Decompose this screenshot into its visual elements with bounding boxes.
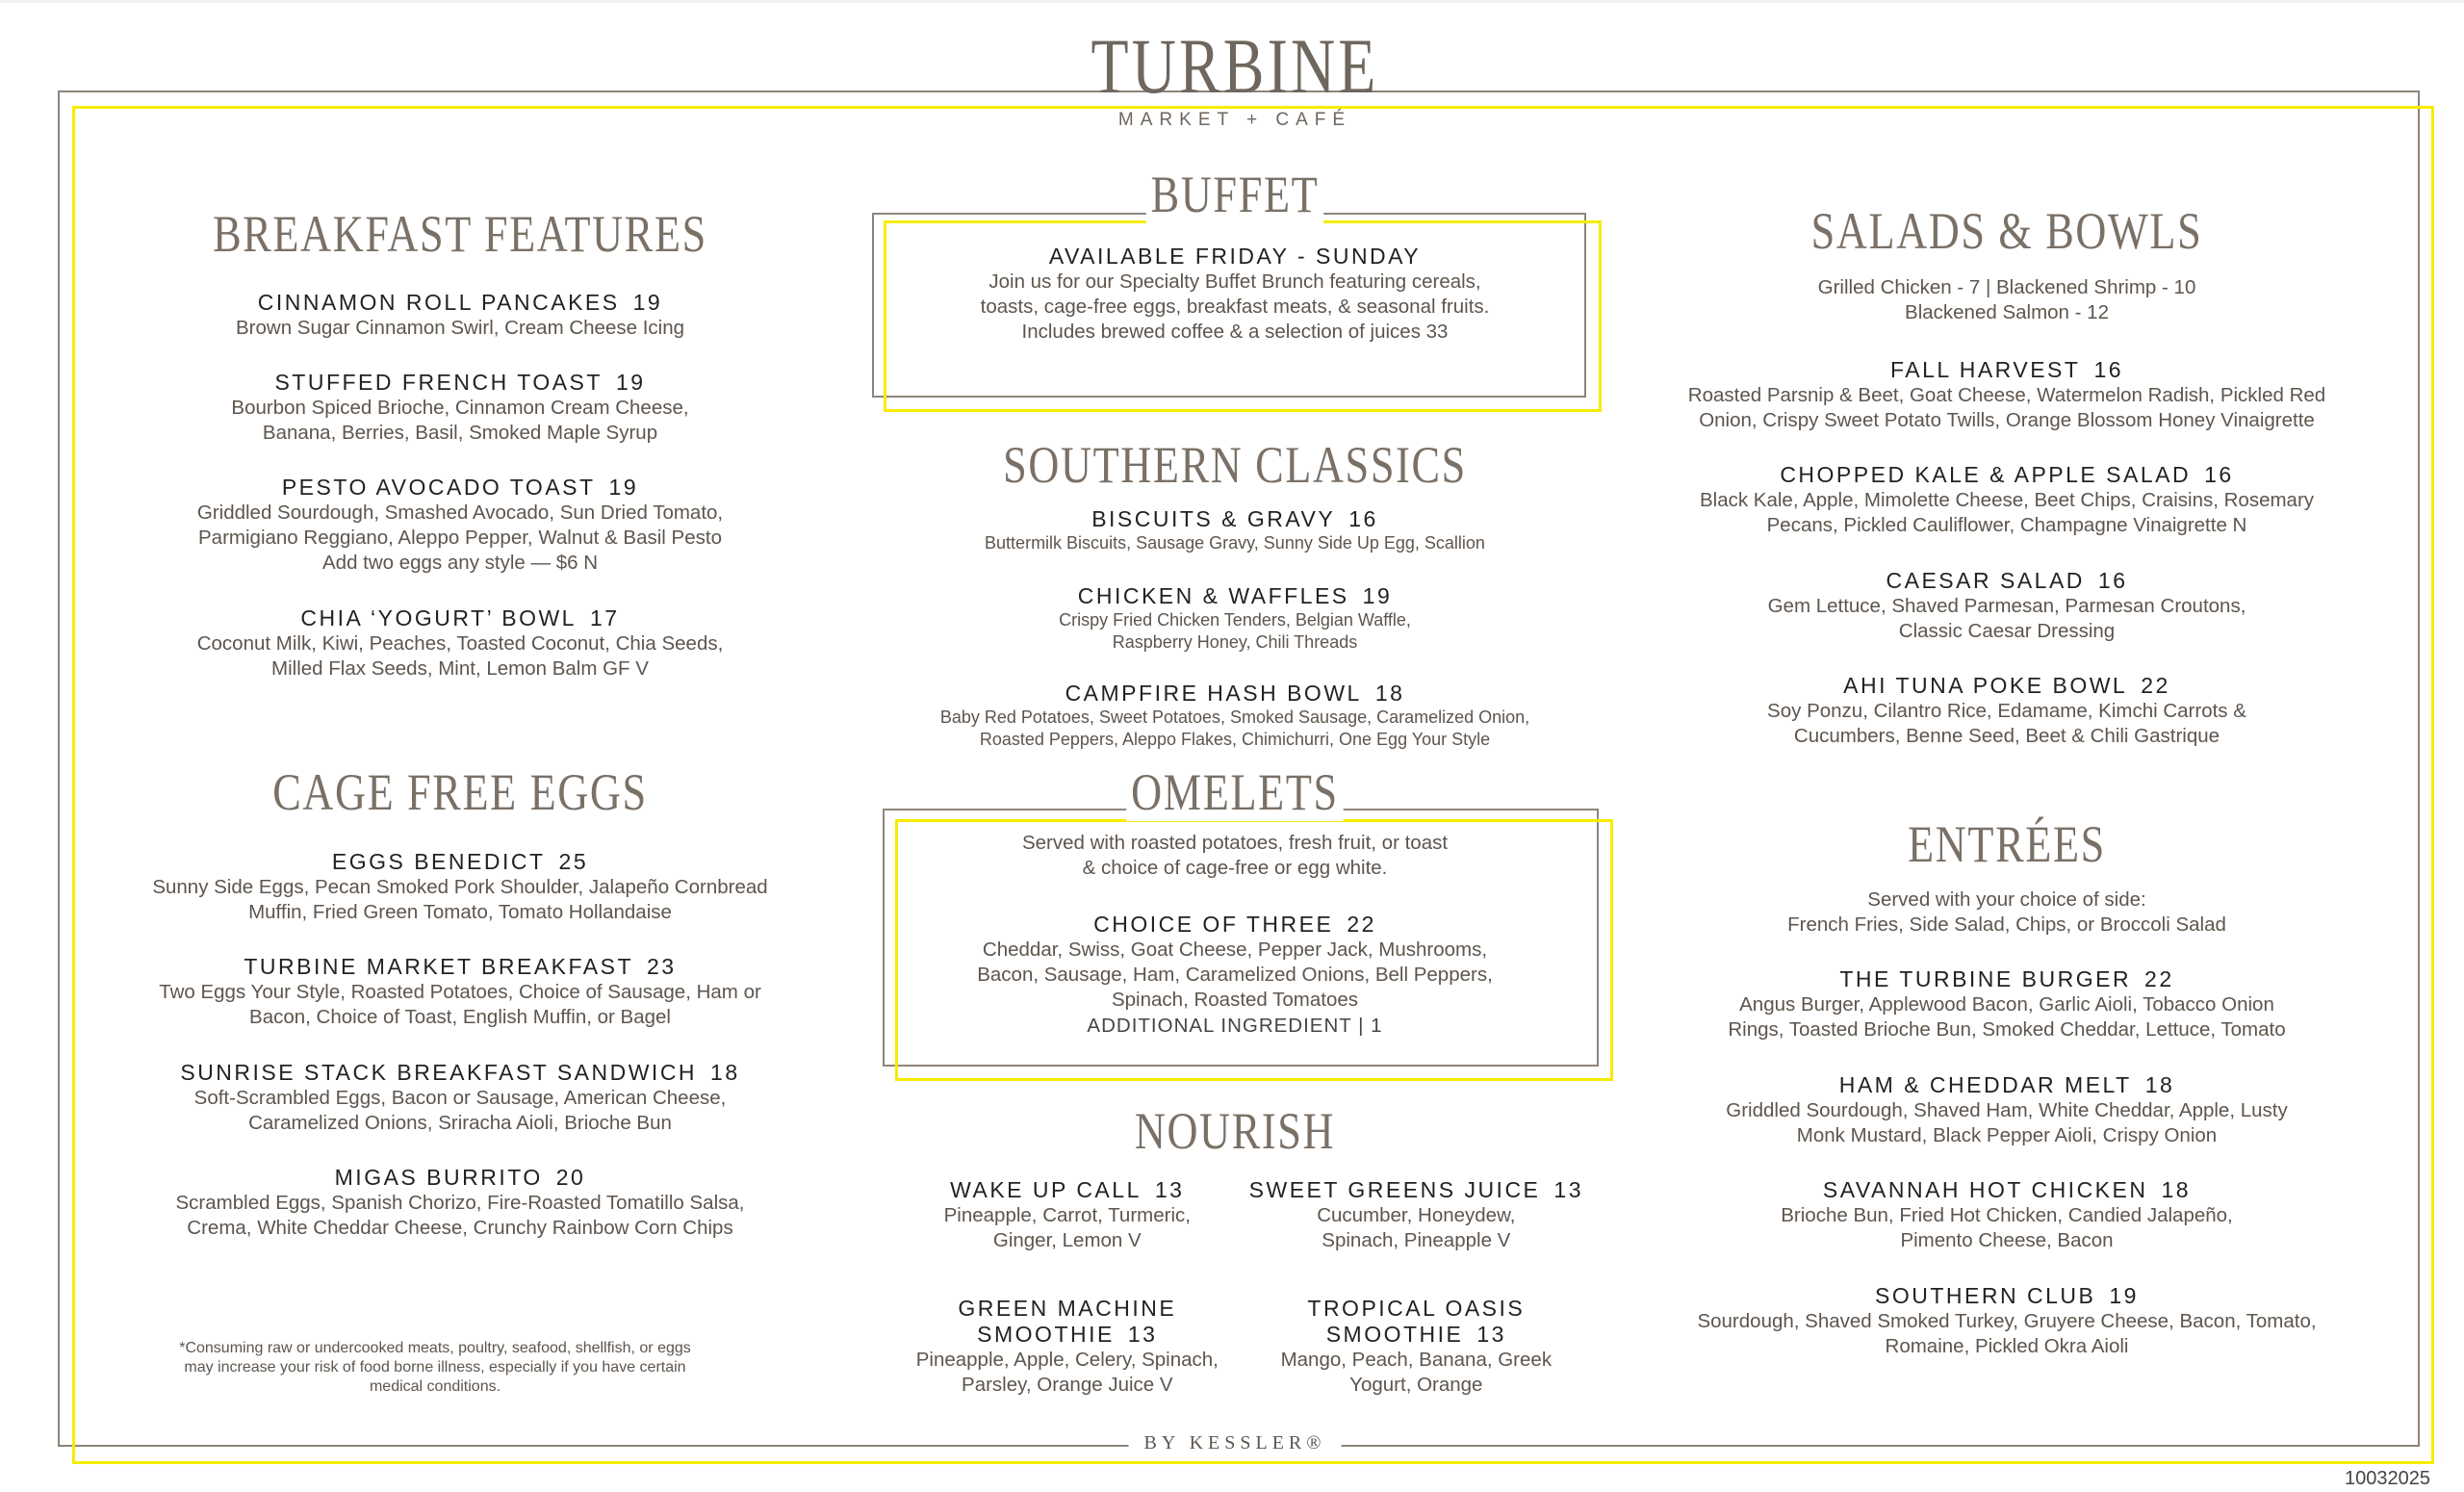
menu-item xyxy=(977,911,1493,1013)
item-title xyxy=(152,848,767,875)
item-name: CHOICE OF THREE xyxy=(1093,912,1334,938)
menu-item xyxy=(1728,965,2285,1042)
item-description: Bacon, Choice of Toast, English Muffin, or Bagel xyxy=(249,1006,671,1029)
item-description: Bacon, Sausage, Ham, Caramelized Onions, Bell Peppers, xyxy=(977,964,1493,987)
item-description: Blackened Salmon - 12 xyxy=(1905,301,2109,324)
item-description: Cucumbers, Benne Seed, Beet & Chili Gastrique xyxy=(1793,724,2220,747)
menu-item xyxy=(159,953,761,1030)
item-title xyxy=(1726,1071,2287,1098)
item-price: 18 xyxy=(2144,1071,2175,1097)
item-description: & choice of cage-free or egg white. xyxy=(1082,856,1388,879)
food-safety-footnote xyxy=(179,1339,691,1397)
item-description: Crema, White Cheddar Cheese, Crunchy Rainbow Corn Chips xyxy=(187,1217,733,1240)
item-description: Sourdough, Shaved Smoked Turkey, Gruyere Cheese, Bacon, Tomato, xyxy=(1697,1309,2317,1332)
menu-item xyxy=(981,243,1490,345)
item-name: HAM & CHEDDAR MELT xyxy=(1838,1071,2132,1097)
nourish-heading: NOURISH xyxy=(1130,1102,1340,1160)
item-name: SWEET GREENS JUICE xyxy=(1248,1177,1541,1203)
item-name: STUFFED FRENCH TOAST xyxy=(274,369,603,395)
item-title xyxy=(1688,356,2325,383)
item-description: Parsley, Orange Juice V xyxy=(962,1374,1173,1397)
menu-item xyxy=(958,1295,1176,1322)
menu-item xyxy=(1281,1321,1553,1398)
item-description: Served with your choice of side: xyxy=(1867,887,2146,911)
cage-free-eggs-heading: CAGE FREE EGGS xyxy=(268,763,652,821)
menu-item xyxy=(1700,461,2314,538)
item-price: 25 xyxy=(558,848,589,874)
item-description: Scrambled Eggs, Spanish Chorizo, Fire-Roasted Tomatillo Salsa, xyxy=(175,1192,745,1215)
item-title xyxy=(977,911,1493,938)
item-title xyxy=(180,1059,739,1086)
item-description: Romaine, Pickled Okra Aioli xyxy=(1885,1334,2129,1357)
menu-item xyxy=(1726,1071,2287,1148)
item-description: Pineapple, Apple, Celery, Spinach, xyxy=(915,1349,1219,1372)
item-name: CAMPFIRE HASH BOWL xyxy=(1065,681,1362,707)
menu-code: 10032025 xyxy=(2345,1468,2430,1489)
item-title xyxy=(231,369,688,396)
item-description: Pimento Cheese, Bacon xyxy=(1900,1229,2114,1252)
item-title xyxy=(985,505,1485,532)
item-price: 20 xyxy=(555,1165,586,1191)
salads-bowls-heading: SALADS & BOWLS xyxy=(1807,202,2208,260)
item-price: 19 xyxy=(608,475,639,501)
item-name: AHI TUNA POKE BOWL xyxy=(1843,672,2128,698)
item-title xyxy=(176,1164,745,1191)
item-description: Crispy Fried Chicken Tenders, Belgian Waffle, xyxy=(1059,609,1411,630)
item-description: Coconut Milk, Kiwi, Peaches, Toasted Coconut, Chia Seeds, xyxy=(196,631,724,655)
restaurant-title: TURBINE xyxy=(1091,22,1379,110)
item-title xyxy=(944,1176,1191,1203)
item-description: French Fries, Side Salad, Chips, or Broccoli Salad xyxy=(1787,913,2226,936)
item-title xyxy=(1781,1176,2233,1203)
item-name: CAESAR SALAD xyxy=(1886,567,2085,593)
item-name: SUNRISE STACK BREAKFAST SANDWICH xyxy=(180,1059,698,1085)
item-name: WAKE UP CALL xyxy=(950,1177,1142,1203)
item-description: Griddled Sourdough, Shaved Ham, White Cheddar, Apple, Lusty xyxy=(1726,1098,2288,1121)
item-description: Brioche Bun, Fried Hot Chicken, Candied Jalapeño, xyxy=(1781,1204,2233,1227)
menu-item xyxy=(197,605,724,682)
item-title xyxy=(1768,567,2246,594)
item-description: Soy Ponzu, Cilantro Rice, Edamame, Kimchi Carrots & xyxy=(1767,699,2246,722)
item-name: BISCUITS & GRAVY xyxy=(1091,505,1336,531)
item-title xyxy=(197,605,724,631)
item-price: 17 xyxy=(589,605,620,630)
item-description: Add two eggs any style — $6 N xyxy=(321,552,599,575)
item-name: CHIA ‘YOGURT’ BOWL xyxy=(300,605,577,630)
item-title xyxy=(958,1295,1176,1322)
menu-item xyxy=(1818,275,2196,325)
item-description: Monk Mustard, Black Pepper Aioli, Crispy Onion xyxy=(1796,1123,2218,1146)
item-title xyxy=(197,474,723,501)
item-price: 13 xyxy=(1553,1177,1583,1203)
item-name: AVAILABLE FRIDAY - SUNDAY xyxy=(1048,244,1422,270)
item-description: Banana, Berries, Basil, Smoked Maple Syrup xyxy=(262,421,658,444)
item-title xyxy=(1700,461,2314,488)
item-description: toasts, cage-free eggs, breakfast meats, & seasonal fruits. xyxy=(980,296,1490,319)
item-price: 23 xyxy=(647,954,677,980)
item-name: CHICKEN & WAFFLES xyxy=(1077,582,1349,608)
buffet-heading: BUFFET xyxy=(1146,166,1324,223)
menu-item xyxy=(231,369,688,446)
item-description: Cheddar, Swiss, Goat Cheese, Pepper Jack, Mushrooms, xyxy=(982,939,1488,962)
item-name: CINNAMON ROLL PANCAKES xyxy=(257,289,620,315)
menu-item xyxy=(176,1164,745,1241)
item-description: Muffin, Fried Green Tomato, Tomato Hollandaise xyxy=(248,900,672,923)
footnote-line: *Consuming raw or undercooked meats, poultry, seafood, shellfish, or eggs xyxy=(179,1340,691,1357)
top-edge xyxy=(0,0,2464,3)
item-description: Pineapple, Carrot, Turmeric, xyxy=(943,1204,1191,1227)
menu-item xyxy=(1307,1295,1525,1322)
item-price: 16 xyxy=(2093,356,2124,382)
menu-item xyxy=(180,1059,739,1136)
item-title xyxy=(236,289,684,316)
additional-ingredient: ADDITIONAL INGREDIENT | 1 xyxy=(1087,1015,1383,1038)
item-description: Caramelized Onions, Sriracha Aioli, Brioche Bun xyxy=(248,1111,672,1134)
item-name: TURBINE MARKET BREAKFAST xyxy=(244,954,634,980)
item-price: 22 xyxy=(1347,912,1376,938)
item-name: MIGAS BURRITO xyxy=(334,1165,543,1191)
item-price: 19 xyxy=(615,369,646,395)
item-price: 16 xyxy=(1348,505,1378,531)
item-description: Served with roasted potatoes, fresh fruit, or toast xyxy=(1021,831,1449,854)
item-description: Rings, Toasted Brioche Bun, Smoked Cheddar, Lettuce, Tomato xyxy=(1728,1018,2286,1042)
item-title xyxy=(916,1321,1219,1348)
item-description: Ginger, Lemon V xyxy=(992,1229,1142,1252)
item-name: GREEN MACHINE xyxy=(958,1295,1177,1321)
item-price: 18 xyxy=(710,1059,740,1085)
item-description: Soft-Scrambled Eggs, Bacon or Sausage, American Cheese, xyxy=(193,1086,727,1109)
item-description: Classic Caesar Dressing xyxy=(1898,619,2116,642)
item-name: FALL HARVEST xyxy=(1889,356,2081,382)
item-description: Brown Sugar Cinnamon Swirl, Cream Cheese Icing xyxy=(235,316,685,339)
item-description: Bourbon Spiced Brioche, Cinnamon Cream Cheese, xyxy=(231,396,689,419)
menu-item xyxy=(985,505,1485,554)
item-description: Griddled Sourdough, Smashed Avocado, Sun Dried Tomato, xyxy=(196,502,724,525)
item-title xyxy=(1728,965,2285,992)
menu-item xyxy=(1767,672,2246,749)
menu-item xyxy=(1022,831,1448,881)
item-description: Onion, Crispy Sweet Potato Twills, Orange Blossom Honey Vinaigrette xyxy=(1699,408,2315,431)
item-price: 19 xyxy=(1362,582,1393,608)
item-description: Yogurt, Orange xyxy=(1349,1374,1483,1397)
item-title xyxy=(159,953,761,980)
item-description: Join us for our Specialty Buffet Brunch featuring cereals, xyxy=(988,270,1481,294)
brand-footer: BY KESSLER® xyxy=(1129,1432,1342,1454)
item-title xyxy=(940,680,1529,707)
item-title xyxy=(981,243,1490,270)
footnote-line: may increase your risk of food borne illness, especially if you have certain xyxy=(184,1359,686,1376)
item-price: 18 xyxy=(1374,681,1405,707)
menu-item xyxy=(197,474,723,576)
item-name: CHOPPED KALE & APPLE SALAD xyxy=(1780,462,2192,488)
menu-item xyxy=(1768,567,2246,644)
item-price: 13 xyxy=(1154,1177,1185,1203)
item-description: Raspberry Honey, Chili Threads xyxy=(1112,631,1358,652)
item-description: Grilled Chicken - 7 | Blackened Shrimp - 10 xyxy=(1817,276,2196,299)
item-price: 19 xyxy=(632,289,663,315)
item-name: SAVANNAH HOT CHICKEN xyxy=(1822,1177,2148,1203)
item-title xyxy=(1307,1295,1525,1322)
menu-item xyxy=(152,848,767,925)
item-price: 19 xyxy=(2109,1282,2139,1308)
item-description: Pecans, Pickled Cauliflower, Champagne Vinaigrette N xyxy=(1766,514,2247,537)
menu-item xyxy=(1688,356,2325,433)
item-description: Spinach, Roasted Tomatoes xyxy=(1111,989,1359,1012)
item-price: 13 xyxy=(1127,1322,1158,1348)
menu-item xyxy=(1787,887,2226,938)
item-name: SMOOTHIE xyxy=(977,1322,1115,1348)
menu-item xyxy=(1697,1282,2316,1359)
breakfast-features-heading: BREAKFAST FEATURES xyxy=(208,205,712,263)
item-description: Black Kale, Apple, Mimolette Cheese, Beet Chips, Craisins, Rosemary xyxy=(1699,489,2315,512)
item-name: SOUTHERN CLUB xyxy=(1875,1282,2096,1308)
footnote-line: medical conditions. xyxy=(369,1378,501,1396)
menu-item xyxy=(1781,1176,2233,1253)
item-description: Cucumber, Honeydew, xyxy=(1317,1204,1516,1227)
entrees-heading: ENTRÉES xyxy=(1903,815,2111,873)
item-title xyxy=(1059,582,1411,609)
item-description: Includes brewed coffee & a selection of juices 33 xyxy=(1021,321,1449,344)
menu-item xyxy=(944,1176,1191,1253)
item-name: THE TURBINE BURGER xyxy=(1839,966,2132,992)
southern-classics-heading: SOUTHERN CLASSICS xyxy=(998,436,1472,494)
item-name: SMOOTHIE xyxy=(1325,1322,1464,1348)
menu-item xyxy=(236,289,684,341)
item-price: 22 xyxy=(2144,966,2174,992)
item-name: EGGS BENEDICT xyxy=(331,848,546,874)
item-description: Buttermilk Biscuits, Sausage Gravy, Sunny Side Up Egg, Scallion xyxy=(985,532,1485,553)
item-name: PESTO AVOCADO TOAST xyxy=(281,475,596,501)
item-price: 16 xyxy=(2204,462,2234,488)
item-description: Roasted Peppers, Aleppo Flakes, Chimichurri, One Egg Your Style xyxy=(979,730,1491,750)
menu-item xyxy=(1249,1176,1583,1253)
menu-item xyxy=(916,1321,1219,1398)
item-description: Two Eggs Your Style, Roasted Potatoes, Choice of Sausage, Ham or xyxy=(159,981,761,1004)
item-description: Sunny Side Eggs, Pecan Smoked Pork Shoulder, Jalapeño Cornbread xyxy=(152,875,768,898)
item-description: Roasted Parsnip & Beet, Goat Cheese, Watermelon Radish, Pickled Red xyxy=(1687,383,2326,406)
item-description: Baby Red Potatoes, Sweet Potatoes, Smoked Sausage, Caramelized Onion, xyxy=(939,707,1530,728)
menu-item xyxy=(1059,582,1411,654)
item-title xyxy=(1249,1176,1583,1203)
item-price: 16 xyxy=(2097,567,2128,593)
item-price: 13 xyxy=(1476,1322,1506,1348)
item-description: Gem Lettuce, Shaved Parmesan, Parmesan Croutons, xyxy=(1767,594,2246,617)
item-name: TROPICAL OASIS xyxy=(1307,1295,1526,1321)
omelets-heading: OMELETS xyxy=(1126,763,1344,821)
item-title xyxy=(1697,1282,2316,1309)
restaurant-subtitle: MARKET + CAFÉ xyxy=(1117,110,1352,130)
item-description: Parmigiano Reggiano, Aleppo Pepper, Walnut & Basil Pesto xyxy=(198,527,722,550)
item-title xyxy=(1767,672,2246,699)
item-description: Mango, Peach, Banana, Greek xyxy=(1280,1349,1553,1372)
item-description: Angus Burger, Applewood Bacon, Garlic Aioli, Tobacco Onion xyxy=(1739,993,2274,1016)
item-title xyxy=(1281,1321,1553,1348)
item-description: Milled Flax Seeds, Mint, Lemon Balm GF V xyxy=(271,656,649,680)
menu-item xyxy=(940,680,1529,751)
item-price: 22 xyxy=(2141,672,2170,698)
item-description: Spinach, Pineapple V xyxy=(1322,1229,1511,1252)
item-price: 18 xyxy=(2161,1177,2192,1203)
